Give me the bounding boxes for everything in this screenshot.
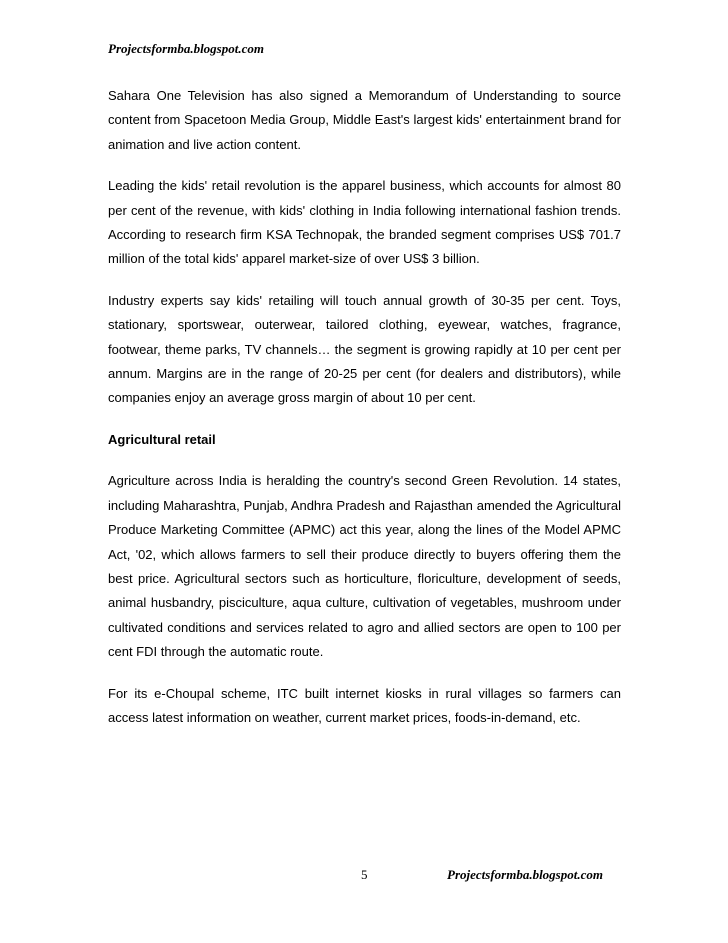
header-site-name: Projectsformba.blogspot.com [108,41,264,56]
footer-site-name: Projectsformba.blogspot.com [447,867,603,882]
paragraph-green-revolution: Agriculture across India is heralding the country's second Green Revolution. 14 states, including Maharashtra, Punjab, Andhra Pradesh and Rajasthan amended the Agricultural Produce Marketing Committee (APMC) act this year, along the lines of the Model APMC Act, '02, which allows farmers to sell their produce directly to buyers offering them the best price. Agricultural sectors such as horticulture, floriculture, development of seeds, animal husbandry, pisciculture, aqua culture, cultivation of vegetables, mushroom under cultivated conditions and services related to agro and allied sectors are open to 100 per cent FDI through the automatic route. [108,473,621,660]
page-content [108,84,621,747]
paragraph-kids-apparel: Leading the kids' retail revolution is the apparel business, which accounts for almost 80 per cent of the revenue, with kids' clothing in India following international fashion trends. According to research firm KSA Technopak, the branded segment comprises US$ 701.7 million of the total kids' apparel market-size of over US$ 3 billion. [108,178,621,267]
page-number: 5 [361,867,368,882]
paragraph-e-choupal: For its e-Choupal scheme, ITC built internet kiosks in rural villages so farmers can access latest information on weather, current market prices, foods-in-demand, etc. [108,685,621,725]
paragraph-sahara-one: Sahara One Television has also signed a Memorandum of Understanding to source content from Spacetoon Media Group, Middle East's largest kids' entertainment brand for animation and live action content. [108,88,621,152]
section-heading-agricultural-retail: Agricultural retail [108,431,216,447]
paragraph-kids-retail-growth: Industry experts say kids' retailing will touch annual growth of 30-35 per cent. Toys, stationary, sportswear, outerwear, tailored clothing, eyewear, watches, fragrance, footwear, theme parks, TV channels… the segment is growing rapidly at 10 per cent per annum. Margins are in the range of 20-25 per cent (for dealers and distributors), while companies enjoy an average gross margin of about 10 per cent. [108,292,621,406]
